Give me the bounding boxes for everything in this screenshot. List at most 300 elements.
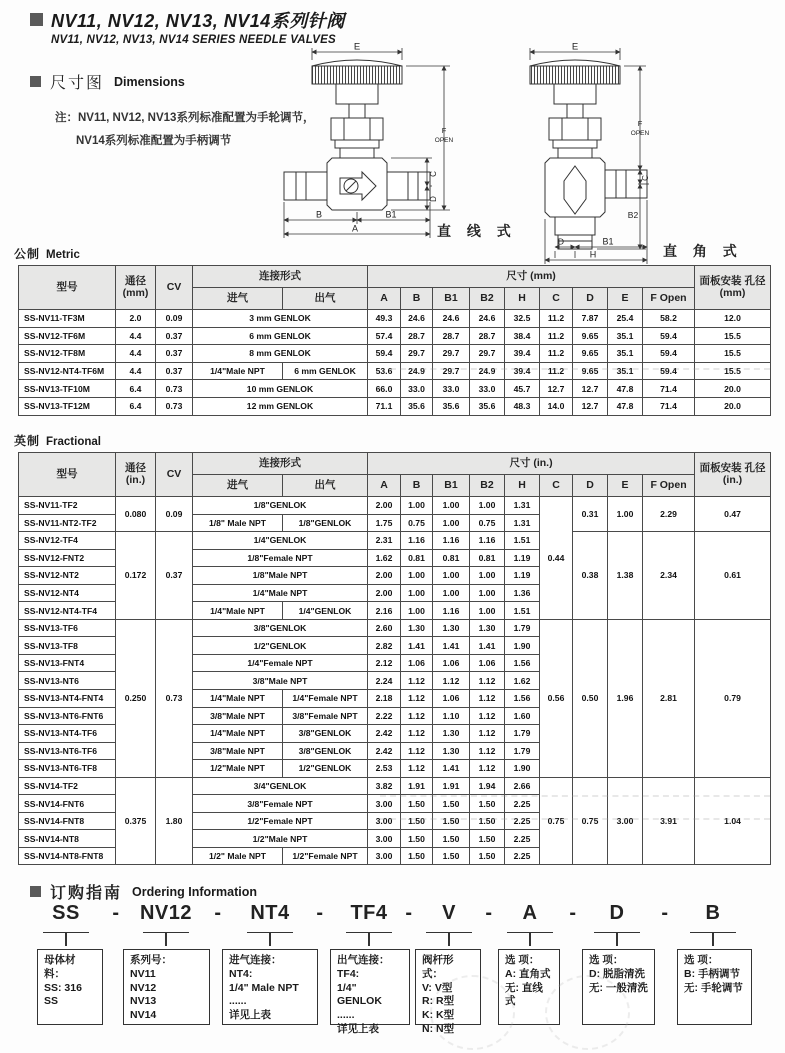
metric-caption: [14, 245, 80, 262]
table-cell: SS-NV13-NT6: [19, 672, 116, 690]
table-cell: 1.10: [433, 707, 470, 725]
table-cell: 3.82: [368, 777, 401, 795]
box-line: 详见上表: [229, 1009, 271, 1022]
table-cell: 1/2"Male NPT: [193, 760, 283, 778]
table-cell: 1.00: [470, 584, 505, 602]
table-cell: 0.375: [116, 777, 156, 865]
table-cell: 1/4"GENLOK: [283, 602, 368, 620]
table-cell: SS-NV12-NT4: [19, 584, 116, 602]
ordering-box-handle-option: 选 项： B: 手柄调节 无: 手轮调节: [677, 949, 752, 1025]
table-cell: 0.75: [573, 777, 608, 865]
table-cell: 2.81: [643, 619, 695, 777]
table-cell: 12 mm GENLOK: [193, 397, 368, 415]
table-cell: 2.34: [643, 532, 695, 620]
fractional-caption-en: Fractional: [46, 436, 101, 448]
table-cell: 28.7: [401, 327, 433, 345]
note-line2: NV14系列标准配置为手柄调节: [76, 135, 232, 147]
table-cell: 0.09: [156, 497, 193, 532]
table-cell: 1.12: [470, 707, 505, 725]
table-cell: SS-NV12-FNT2: [19, 549, 116, 567]
ordering-box-inlet: 进气连接： NT4: 1/4" Male NPT ...... 详见上表: [222, 949, 318, 1025]
table-cell: 0.50: [573, 619, 608, 777]
table-cell: 3.00: [368, 812, 401, 830]
header-cell: D: [573, 288, 608, 310]
table-cell: 1.00: [433, 567, 470, 585]
header-cell: B2: [470, 475, 505, 497]
table-cell: 24.9: [401, 362, 433, 380]
table-cell: 1.00: [470, 497, 505, 515]
metric-table: [18, 265, 771, 416]
table-cell: 0.73: [156, 619, 193, 777]
ordering-box-cleaning-option: 选 项： D: 脱脂清洗 无: 一般清洗: [582, 949, 655, 1025]
ordering-heading-en: Ordering Information: [132, 884, 258, 899]
table-cell: 1.16: [470, 532, 505, 550]
table-cell: SS-NV13-TF6: [19, 619, 116, 637]
table-cell: 1.00: [608, 497, 643, 532]
fractional-table: [18, 452, 771, 865]
table-cell: 3.00: [368, 830, 401, 848]
header-cell: H: [505, 475, 540, 497]
table-cell: 1.79: [505, 742, 540, 760]
table-cell: 71.1: [368, 397, 401, 415]
header-cell: 出气: [283, 288, 368, 310]
table-row: [19, 497, 771, 515]
dim-label-B: B: [315, 209, 323, 220]
table-cell: 9.65: [573, 362, 608, 380]
ordering-section-heading: [30, 880, 257, 903]
table-cell: 1/2"Female NPT: [283, 847, 368, 865]
table-cell: 14.0: [540, 397, 573, 415]
table-cell: SS-NV12-TF6M: [19, 327, 116, 345]
table-cell: SS-NV13-TF12M: [19, 397, 116, 415]
box-line: ......: [337, 1009, 355, 1022]
header-cell: B: [401, 475, 433, 497]
table-row: [19, 327, 771, 345]
table-cell: 1.12: [470, 690, 505, 708]
table-cell: 29.7: [401, 345, 433, 363]
table-cell: 2.12: [368, 654, 401, 672]
table-cell: 2.25: [505, 847, 540, 865]
table-cell: 2.42: [368, 742, 401, 760]
dim-label-B1: B1: [602, 236, 614, 247]
table-cell: 1.41: [433, 637, 470, 655]
table-cell: SS-NV14-FNT6: [19, 795, 116, 813]
table-cell: 1.50: [401, 830, 433, 848]
table-cell: 1/8"GENLOK: [283, 514, 368, 532]
dim-label-H: H: [589, 249, 597, 260]
table-cell: 0.31: [573, 497, 608, 532]
box-line: B: 手柄调节: [684, 967, 740, 980]
table-cell: 1.56: [505, 690, 540, 708]
code-dash: -: [485, 902, 493, 924]
table-cell: 1.91: [433, 777, 470, 795]
table-cell: 71.4: [643, 380, 695, 398]
ordering-box-angle-option: 选 项： A: 直角式 无: 直线式: [498, 949, 560, 1025]
box-line: N: N型: [422, 1022, 455, 1035]
table-row: [19, 777, 771, 795]
table-cell: 1.50: [433, 812, 470, 830]
table-cell: 1.12: [470, 760, 505, 778]
table-cell: 15.5: [695, 327, 771, 345]
table-cell: 2.29: [643, 497, 695, 532]
table-cell: 1.00: [433, 514, 470, 532]
box-line: K: K型: [422, 1009, 455, 1022]
code-token-material: SS: [43, 901, 89, 946]
table-cell: 6 mm GENLOK: [193, 327, 368, 345]
table-row: [19, 345, 771, 363]
table-cell: 1.75: [368, 514, 401, 532]
table-cell: 0.73: [156, 380, 193, 398]
section-bullet-icon: [30, 76, 41, 87]
table-cell: 1/2"GENLOK: [283, 760, 368, 778]
table-cell: SS-NV12-NT4-TF4: [19, 602, 116, 620]
table-cell: 39.4: [505, 345, 540, 363]
table-cell: 1.62: [505, 672, 540, 690]
table-cell: 0.47: [695, 497, 771, 532]
table-cell: 3/8"GENLOK: [283, 725, 368, 743]
table-cell: 66.0: [368, 380, 401, 398]
table-cell: 35.1: [608, 362, 643, 380]
table-cell: 3/8"Female NPT: [283, 707, 368, 725]
table-row: [19, 397, 771, 415]
straight-valve-diagram: [272, 42, 492, 247]
header-cell: A: [368, 475, 401, 497]
metric-caption-en: Metric: [46, 249, 80, 261]
code-token-series: NV12: [140, 901, 192, 946]
table-cell: 29.7: [433, 345, 470, 363]
table-cell: 47.8: [608, 380, 643, 398]
table-cell: 33.0: [401, 380, 433, 398]
table-cell: 58.2: [643, 310, 695, 328]
table-cell: 12.7: [573, 380, 608, 398]
table-cell: 1.60: [505, 707, 540, 725]
table-cell: SS-NV12-NT4-TF6M: [19, 362, 116, 380]
table-cell: 2.53: [368, 760, 401, 778]
table-cell: 0.79: [695, 619, 771, 777]
dimensions-heading-en: Dimensions: [114, 74, 185, 89]
table-cell: 8 mm GENLOK: [193, 345, 368, 363]
table-cell: 48.3: [505, 397, 540, 415]
table-cell: 12.0: [695, 310, 771, 328]
table-cell: 0.38: [573, 532, 608, 620]
dimensions-heading-cn: 尺寸图: [50, 75, 105, 92]
table-cell: 1.12: [470, 672, 505, 690]
code-token-outlet: TF4: [346, 901, 392, 946]
table-cell: 2.00: [368, 497, 401, 515]
header-cell: E: [608, 475, 643, 497]
header-cell: C: [540, 475, 573, 497]
table-row: [19, 310, 771, 328]
table-cell: 2.25: [505, 795, 540, 813]
table-cell: 1.00: [401, 602, 433, 620]
table-cell: 0.172: [116, 532, 156, 620]
section-bullet-icon: [30, 886, 41, 897]
table-cell: 1.30: [433, 619, 470, 637]
code-token-cleaning-option: D: [594, 901, 640, 946]
header-cell: F Open: [643, 475, 695, 497]
table-cell: 2.18: [368, 690, 401, 708]
table-cell: 71.4: [643, 397, 695, 415]
table-cell: 0.73: [156, 397, 193, 415]
table-cell: SS-NV13-NT6-TF8: [19, 760, 116, 778]
table-cell: 1/2"GENLOK: [193, 637, 368, 655]
box-line: NV12: [130, 981, 157, 994]
title-bullet-icon: [30, 13, 43, 26]
table-cell: 1.41: [470, 637, 505, 655]
table-cell: 1/4"Male NPT: [193, 602, 283, 620]
code-token-inlet: NT4: [247, 901, 293, 946]
code-dash: -: [112, 902, 120, 924]
code-dash: -: [661, 902, 669, 924]
table-cell: 6 mm GENLOK: [283, 362, 368, 380]
table-cell: 1.30: [433, 725, 470, 743]
table-cell: 1.12: [433, 672, 470, 690]
header-cell: 通径 (mm): [116, 266, 156, 310]
note-line1: 注：NV11, NV12, NV13系列标准配置为手轮调节，: [55, 112, 315, 124]
table-cell: 1.51: [505, 602, 540, 620]
table-cell: 28.7: [470, 327, 505, 345]
table-cell: 0.37: [156, 532, 193, 620]
table-cell: 1.79: [505, 725, 540, 743]
header-cell: F Open: [643, 288, 695, 310]
table-cell: 0.37: [156, 345, 193, 363]
ordering-heading-cn: 订购指南: [50, 885, 123, 902]
table-cell: 0.250: [116, 619, 156, 777]
table-cell: 0.44: [540, 497, 573, 620]
dim-label-E: E: [571, 42, 579, 53]
header-cell: 尺寸 (in.): [368, 453, 695, 475]
box-line: 无: 一般清洗: [589, 981, 648, 994]
table-cell: 3/4"GENLOK: [193, 777, 368, 795]
code-dash: -: [316, 902, 324, 924]
table-cell: 1.30: [433, 742, 470, 760]
table-cell: 1.51: [505, 532, 540, 550]
table-cell: 39.4: [505, 362, 540, 380]
table-cell: 35.6: [401, 397, 433, 415]
table-cell: 1.00: [401, 497, 433, 515]
header-cell: 出气: [283, 475, 368, 497]
table-cell: 24.6: [433, 310, 470, 328]
ordering-box-series: 系列号： NV11 NV12 NV13 NV14: [123, 949, 210, 1025]
table-cell: 1.50: [470, 795, 505, 813]
table-cell: SS-NV11-TF3M: [19, 310, 116, 328]
table-cell: 1.36: [505, 584, 540, 602]
box-line: R: R型: [422, 995, 455, 1008]
table-cell: 59.4: [643, 327, 695, 345]
fractional-caption-cn: 英制: [14, 434, 41, 448]
dim-label-D: D: [557, 236, 565, 247]
table-cell: 1.06: [433, 690, 470, 708]
box-line: 详见上表: [337, 1022, 379, 1035]
straight-type-label: 直 线 式: [437, 223, 517, 239]
table-cell: 1.31: [505, 497, 540, 515]
table-cell: 1.50: [433, 795, 470, 813]
table-cell: 53.6: [368, 362, 401, 380]
box-line: A: 直角式: [505, 967, 551, 980]
box-line: TF4:: [337, 967, 360, 980]
ordering-box-stem: 阀杆形式： V: V型 R: R型 K: K型 N: N型: [415, 949, 481, 1025]
table-cell: 45.7: [505, 380, 540, 398]
table-cell: 15.5: [695, 362, 771, 380]
table-cell: 1.41: [401, 637, 433, 655]
box-line: 无: 直线式: [505, 981, 543, 1008]
table-cell: 2.24: [368, 672, 401, 690]
header-cell: 面板安装 孔径 (in.): [695, 453, 771, 497]
table-cell: 0.61: [695, 532, 771, 620]
table-cell: 24.6: [470, 310, 505, 328]
table-cell: 35.6: [470, 397, 505, 415]
table-cell: 1.06: [470, 654, 505, 672]
angle-type-label: 直 角 式: [663, 243, 743, 259]
table-cell: 4.4: [116, 362, 156, 380]
code-dash: -: [214, 902, 222, 924]
header-cell: B1: [433, 475, 470, 497]
table-cell: 24.6: [401, 310, 433, 328]
box-line: ......: [229, 995, 247, 1008]
table-cell: 2.60: [368, 619, 401, 637]
table-cell: 1.00: [433, 584, 470, 602]
table-cell: SS-NV13-TF10M: [19, 380, 116, 398]
table-cell: 15.5: [695, 345, 771, 363]
header-cell: 面板安装 孔径 (mm): [695, 266, 771, 310]
dim-label-C: C: [641, 175, 650, 181]
table-cell: SS-NV14-NT8: [19, 830, 116, 848]
table-cell: 3/8"Male NPT: [193, 742, 283, 760]
table-cell: 1/8"Male NPT: [193, 567, 368, 585]
table-cell: 2.00: [368, 567, 401, 585]
table-cell: 3/8"GENLOK: [193, 619, 368, 637]
table-cell: 59.4: [368, 345, 401, 363]
page-subtitle: NV11, NV12, NV13, NV14 SERIES NEEDLE VALVES: [51, 34, 336, 46]
table-cell: SS-NV13-FNT4: [19, 654, 116, 672]
table-cell: 12.7: [573, 397, 608, 415]
header-cell: B1: [433, 288, 470, 310]
table-cell: 1.90: [505, 760, 540, 778]
table-cell: SS-NV11-NT2-TF2: [19, 514, 116, 532]
box-line: SS: 316 SS: [44, 981, 82, 1008]
table-cell: 28.7: [433, 327, 470, 345]
table-cell: 47.8: [608, 397, 643, 415]
table-cell: 0.37: [156, 362, 193, 380]
table-cell: 29.7: [433, 362, 470, 380]
code-dash: -: [405, 902, 413, 924]
table-cell: 29.7: [470, 345, 505, 363]
header-cell: 进气: [193, 475, 283, 497]
table-cell: 1/4"Male NPT: [193, 362, 283, 380]
dim-label-B1: B1: [385, 209, 397, 220]
box-line: NV13: [130, 995, 157, 1008]
table-cell: 1.31: [505, 514, 540, 532]
table-cell: 20.0: [695, 397, 771, 415]
table-cell: 9.65: [573, 327, 608, 345]
table-cell: 24.9: [470, 362, 505, 380]
box-line: NT4:: [229, 967, 253, 980]
table-cell: 1.16: [401, 532, 433, 550]
table-cell: 3.91: [643, 777, 695, 865]
table-cell: 4.4: [116, 327, 156, 345]
table-cell: 1.00: [401, 584, 433, 602]
table-cell: 1/2"Female NPT: [193, 812, 368, 830]
table-row: [19, 380, 771, 398]
table-cell: 1/8" Male NPT: [193, 514, 283, 532]
table-cell: 3.00: [368, 847, 401, 865]
table-cell: 1.80: [156, 777, 193, 865]
code-token-handle-option: B: [690, 901, 736, 946]
ordering-box-material: 母体材料： SS: 316 SS: [37, 949, 103, 1025]
table-cell: 1.96: [608, 619, 643, 777]
table-row: [19, 619, 771, 637]
table-cell: 1.56: [505, 654, 540, 672]
dim-label-F: F: [441, 126, 447, 135]
table-cell: 35.6: [433, 397, 470, 415]
table-cell: 3/8"GENLOK: [283, 742, 368, 760]
header-cell: 连接形式: [193, 266, 368, 288]
header-cell: A: [368, 288, 401, 310]
header-cell: CV: [156, 453, 193, 497]
table-cell: SS-NV14-TF2: [19, 777, 116, 795]
table-cell: 1.50: [433, 847, 470, 865]
table-cell: 38.4: [505, 327, 540, 345]
table-cell: 1.16: [433, 532, 470, 550]
table-cell: 33.0: [470, 380, 505, 398]
table-cell: SS-NV14-FNT8: [19, 812, 116, 830]
table-cell: 1/8"GENLOK: [193, 497, 368, 515]
table-cell: 20.0: [695, 380, 771, 398]
table-cell: 1/8"Female NPT: [193, 549, 368, 567]
table-cell: 2.0: [116, 310, 156, 328]
header-cell: 型号: [19, 453, 116, 497]
table-cell: 3 mm GENLOK: [193, 310, 368, 328]
table-cell: SS-NV13-NT4-FNT4: [19, 690, 116, 708]
table-cell: 9.65: [573, 345, 608, 363]
table-cell: 3/8"Female NPT: [193, 795, 368, 813]
header-cell: CV: [156, 266, 193, 310]
table-cell: 1.38: [608, 532, 643, 620]
table-cell: 1.41: [433, 760, 470, 778]
table-cell: 2.00: [368, 584, 401, 602]
header-cell: D: [573, 475, 608, 497]
table-cell: 1/4"Male NPT: [193, 690, 283, 708]
table-cell: 32.5: [505, 310, 540, 328]
table-cell: 1.19: [505, 567, 540, 585]
table-cell: 0.09: [156, 310, 193, 328]
table-cell: 1.06: [401, 654, 433, 672]
table-cell: 2.22: [368, 707, 401, 725]
dim-label-A: A: [351, 223, 359, 234]
table-cell: 0.080: [116, 497, 156, 532]
table-cell: SS-NV11-TF2: [19, 497, 116, 515]
table-cell: 1.50: [470, 830, 505, 848]
table-cell: 2.16: [368, 602, 401, 620]
header-cell: C: [540, 288, 573, 310]
table-cell: 3.00: [368, 795, 401, 813]
table-cell: SS-NV13-NT6-FNT6: [19, 707, 116, 725]
table-cell: 25.4: [608, 310, 643, 328]
table-cell: 11.2: [540, 345, 573, 363]
table-cell: SS-NV14-NT8-FNT8: [19, 847, 116, 865]
table-cell: 0.75: [401, 514, 433, 532]
table-cell: 1.00: [401, 567, 433, 585]
table-cell: 1.30: [401, 619, 433, 637]
table-cell: 1.00: [470, 567, 505, 585]
table-cell: 1.79: [505, 619, 540, 637]
table-cell: 2.25: [505, 830, 540, 848]
table-cell: 1.50: [433, 830, 470, 848]
table-cell: 7.87: [573, 310, 608, 328]
table-cell: 1.12: [401, 725, 433, 743]
table-cell: 2.82: [368, 637, 401, 655]
table-cell: 1.30: [470, 619, 505, 637]
